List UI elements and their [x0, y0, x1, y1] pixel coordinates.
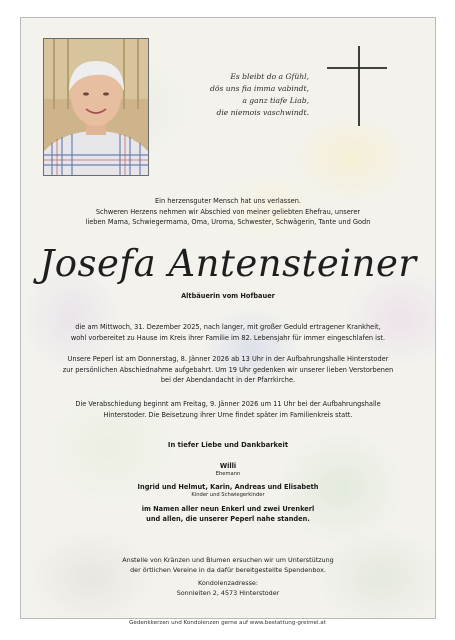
poem-line: dös uns fia imma vabindt, [210, 84, 309, 93]
farewell-paragraph: Die Verabschiedung beginnt am Freitag, 9. Jänner 2026 um 11 Uhr bei der Aufbahrungshalle Hinterstoder. Die Beisetzung ihrer Urne findet später im Familienkreis statt. [75, 400, 381, 419]
poem [169, 71, 309, 119]
children-role: Kinder und Schwiegerkinder [191, 492, 265, 498]
portrait-photo-drawing [44, 39, 148, 175]
deceased-name: Josefa Antensteiner [39, 242, 417, 285]
death-paragraph: die am Mittwoch, 31. Dezember 2025, nach langer, mit großer Geduld ertragener Krankheit, wohl vorbereitet zu Hause im Kreis ihrer Familie im 82. Lebensjahr für immer eingeschlafen ist. [70, 323, 386, 342]
cross-icon [321, 46, 391, 126]
donation-note: Anstelle von Kränzen und Blumen ersuchen wir um Unterstützung der örtlichen Vereine in da dafür bereitgestellte Spendenbox. [122, 556, 334, 574]
poem-line: a ganz tiafe Liab, [242, 96, 309, 105]
poem-line: die niemois vaschwindt. [216, 108, 309, 117]
obituary-card [20, 17, 436, 619]
mourners-heading: In tiefer Liebe und Dankbarkeit [167, 441, 289, 449]
children-names: Ingrid und Helmut, Karin, Andreas und Elisabeth [137, 483, 319, 491]
deceased-subtitle: Altbäuerin vom Hofbauer [181, 292, 275, 300]
grandchildren-text: im Namen aller neun Enkerl und zwei Urenkerl und allen, die unserer Peperl nahe standen. [141, 505, 315, 523]
husband-role: Ehemann [215, 471, 241, 477]
poem-line: Es bleibt do a Gfühl, [230, 72, 309, 81]
portrait-photo [43, 38, 149, 176]
condolence-address: Sonnleiten 2, 4573 Hinterstoder [176, 589, 280, 597]
condolence-address-label: Kondolenzadresse: [197, 579, 259, 587]
intro-text: Ein herzensguter Mensch hat uns verlassen. Schweren Herzens nehmen wir Abschied von meiner geliebten Ehefrau, unserer lieben Mama, Schwiegermama, Oma, Uroma, Schwester, Schwägerin, Tante und Godn [85, 197, 371, 226]
husband-name: Willi [219, 462, 237, 470]
footer-link[interactable]: Gedenkkerzen und Kondolenzen gerne auf www.bestattung-greimel.at [129, 620, 326, 626]
viewing-paragraph: Unsere Peperl ist am Donnerstag, 8. Jänner 2026 ab 13 Uhr in der Aufbahrungshalle Hinterstoder zur persönlichen Abschiednahme aufgebahrt. Um 19 Uhr gedenken wir unserer lieben Verstorbenen bei der Abendandacht in der Pfarrkirche. [62, 355, 394, 384]
